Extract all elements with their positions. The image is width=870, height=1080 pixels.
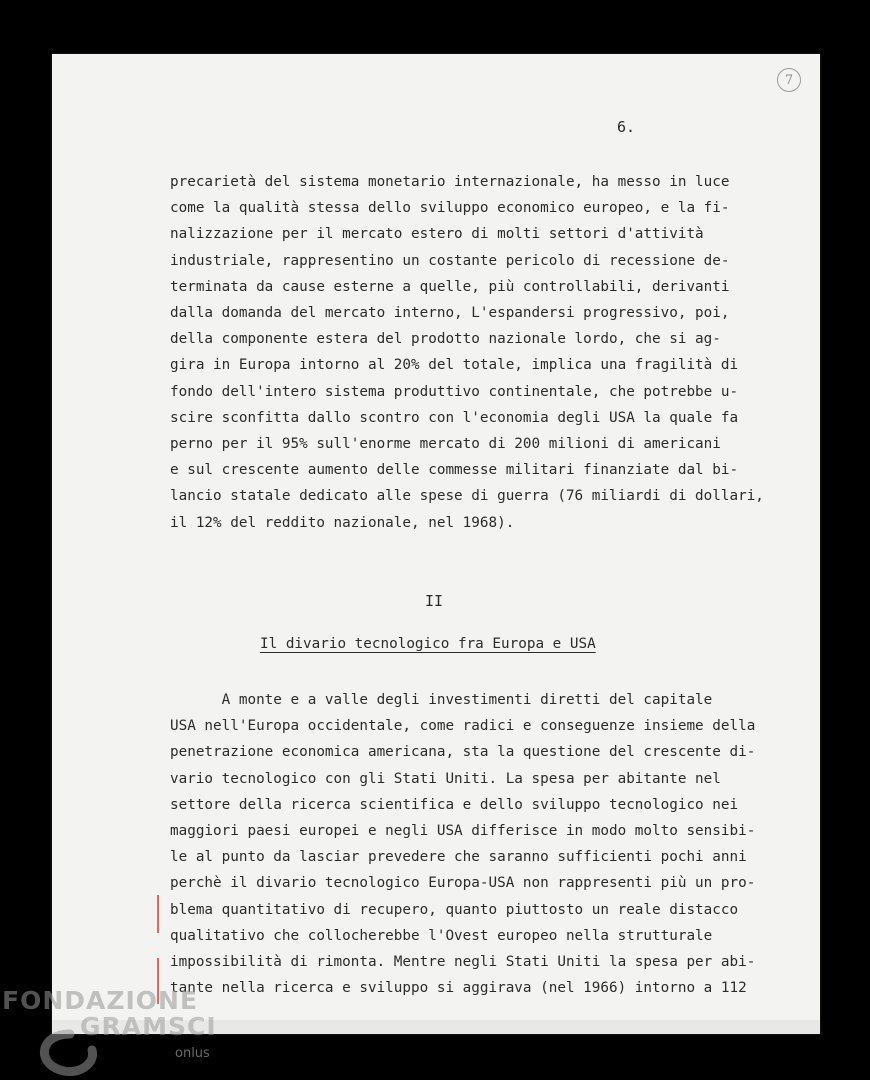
text-line: dalla domanda del mercato interno, L'espandersi progressivo, poi, [170,305,730,322]
text-line: terminata da cause esterne a quelle, più controllabili, derivanti [170,278,730,295]
archive-number: 7 [784,72,794,88]
text-line: vario tecnologico con gli Stati Uniti. La spesa per abitante nel [170,770,721,787]
text-line: le al punto da lasciar prevedere che saranno sufficienti pochi anni [170,849,747,866]
text-line: il 12% del reddito nazionale, nel 1968). [170,514,515,531]
text-line: precarietà del sistema monetario internazionale, ha messo in luce [170,174,730,190]
red-margin-mark [157,895,159,933]
page-number: 6. [617,118,636,136]
text-line: perno per il 95% sull'enorme mercato di 200 milioni di americani [170,436,721,453]
text-line: A monte e a valle degli investimenti diretti del capitale [170,692,713,708]
text-line: impossibilità di rimonta. Mentre negli Stati Uniti la spesa per abi- [170,954,756,971]
text-line: industriale, rappresentino un costante pericolo di recessione de- [170,252,730,269]
text-line: come la qualità stessa dello sviluppo economico europeo, e la fi- [170,200,730,217]
paragraph-2 [170,687,810,1001]
text-line: maggiori paesi europei e negli USA differisce in modo molto sensibi- [170,823,756,840]
text-line: lancio statale dedicato alle spese di guerra (76 miliardi di dollari, [170,488,764,505]
section-title: Il divario tecnologico fra Europa e USA [260,636,596,652]
text-line: blema quantitativo di recupero, quanto piuttosto un reale distacco [170,901,739,918]
text-line: e sul crescente aumento delle commesse militari finanziate dal bi- [170,462,739,479]
paragraph-1 [170,169,810,536]
text-line: fondo dell'intero sistema produttivo continentale, che potrebbe u- [170,383,739,400]
text-line: nalizzazione per il mercato estero di molti settori d'attività [170,226,704,243]
archive-number-stamp [777,68,801,92]
text-line: gira in Europa intorno al 20% del totale, implica una fragilità di [170,357,739,374]
text-line: scire sconfitta dallo scontro con l'economia degli USA la quale fa [170,409,739,426]
watermark-line-1: FONDAZIONE [2,986,199,1015]
watermark-line-2: GRAMSCI [80,1012,217,1041]
text-line: della componente estera del prodotto nazionale lordo, che si ag- [170,331,721,348]
text-line: settore della ricerca scientifica e dello sviluppo tecnologico nei [170,796,739,813]
text-line: tante nella ricerca e sviluppo si aggirava (nel 1966) intorno a 112 [170,980,747,997]
text-line: USA nell'Europa occidentale, come radici e conseguenze insieme della [170,718,756,735]
text-line: perchè il divario tecnologico Europa-USA non rappresenti più un pro- [170,875,756,892]
text-line: penetrazione economica americana, sta la questione del crescente di- [170,744,756,761]
text-line: qualitativo che collocherebbe l'Ovest europeo nella strutturale [170,927,713,944]
section-number: II [425,592,444,610]
watermark-suffix: onlus [175,1046,210,1061]
